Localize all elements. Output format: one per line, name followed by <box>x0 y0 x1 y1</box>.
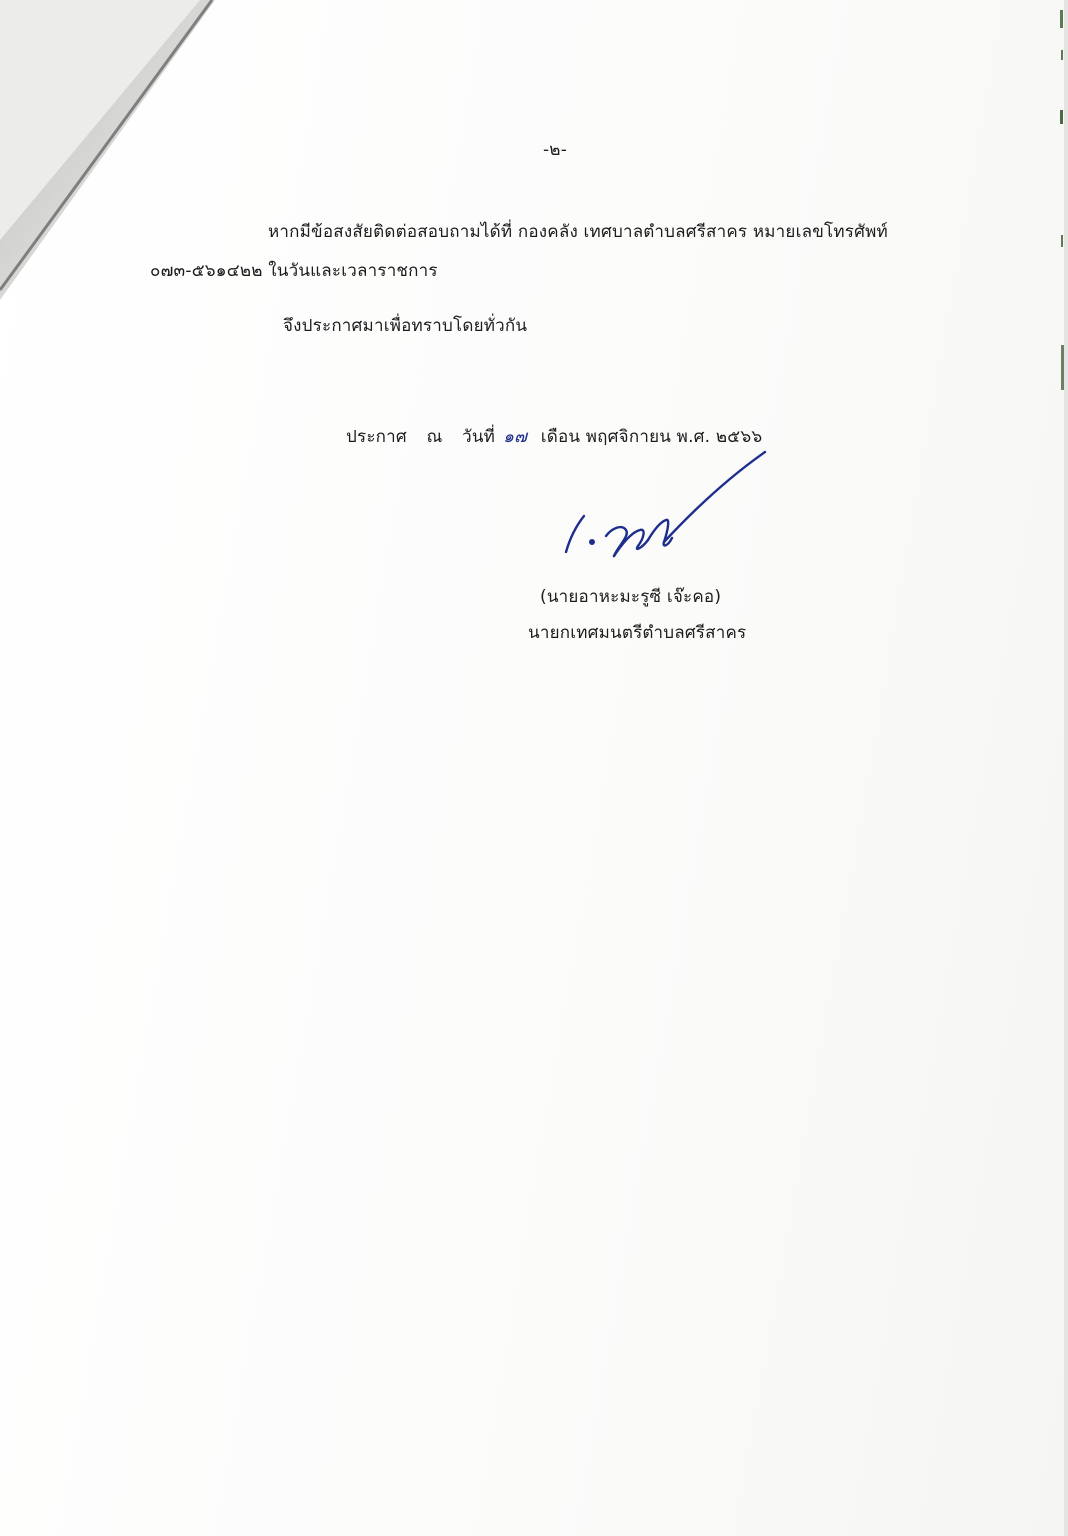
contact-phone-line: ๐๗๓-๕๖๑๔๒๒ ในวันและเวลาราชการ <box>150 261 438 281</box>
contact-info-line: หากมีข้อสงสัยติดต่อสอบถามได้ที่ กองคลัง เทศบาลตำบลศรีสาคร หมายเลขโทรศัพท์ <box>268 222 888 242</box>
date-at: ณ <box>426 427 443 447</box>
date-year: ๒๕๖๖ <box>715 427 763 447</box>
handwritten-signature <box>560 450 790 570</box>
signer-name: (นายอาหะมะรูซี เจ๊ะคอ) <box>540 587 722 607</box>
signer-position: นายกเทศมนตรีตำบลศรีสาคร <box>528 623 747 643</box>
date-month: พฤศจิกายน <box>585 427 672 447</box>
date-day-label: วันที่ <box>462 427 496 447</box>
announcement-text: จึงประกาศมาเพื่อทราบโดยทั่วกัน <box>283 316 528 336</box>
page-number: -๒- <box>542 140 568 160</box>
scan-edge-marks <box>1054 0 1068 1536</box>
date-month-label: เดือน <box>540 427 581 447</box>
date-year-label: พ.ศ. <box>676 427 711 447</box>
announcement-date <box>346 423 762 450</box>
date-day-handwritten: ๑๗ <box>503 427 528 447</box>
date-prefix: ประกาศ <box>346 427 407 447</box>
